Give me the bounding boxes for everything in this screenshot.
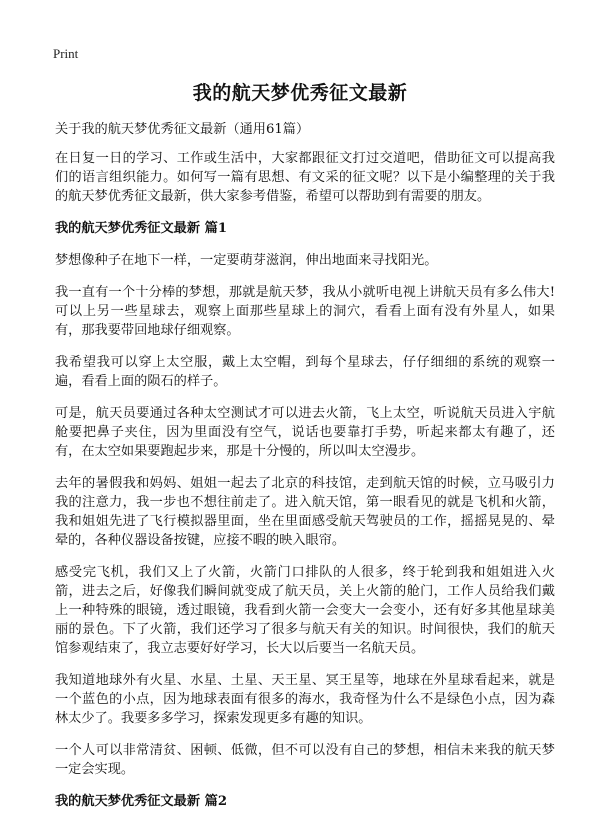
section-heading-1: 我的航天梦优秀征文最新 篇1 xyxy=(55,221,228,236)
paragraph: 一个人可以非常清贫、困顿、低微，但不可以没有自己的梦想，相信未来我的航天梦一定会实现。 xyxy=(55,743,555,777)
paragraph: 梦想像种子在地下一样，一定要萌芽滋润，伸出地面来寻找阳光。 xyxy=(55,253,438,268)
article-body xyxy=(55,120,555,824)
paragraph: 感受完飞机，我们又上了火箭，火箭门口排队的人很多，终于轮到我和姐姐进入火箭，进去之后，好像我们瞬间就变成了航天员，关上火箭的舱门，工作人员给我们戴上一种特殊的眼镜，透过眼镜，我看到火箭一会变大一会变小，还有好多其他星球美丽的景色。下了火箭，我们还学习了很多与航天有关的知识。时间很快，我们的航天馆参观结束了，我立志要好好学习，长大以后要当一名航天员。 xyxy=(55,565,555,656)
intro-paragraph: 在日复一日的学习、工作或生活中，大家都跟征文打过交道吧，借助征文可以提高我们的语言组织能力。如何写一篇有思想、有文采的征文呢？以下是小编整理的关于我的航天梦优秀征文最新，供大家参考借鉴，希望可以帮助到有需要的朋友。 xyxy=(55,151,555,204)
paragraph: 我知道地球外有火星、水星、土星、天王星、冥王星等，地球在外星球看起来，就是一个蓝色的小点，因为地球表面有很多的海水，我奇怪为什么不是绿色小点，因为森林太少了。我要多多学习，探索发现更多有趣的知识。 xyxy=(55,673,555,726)
paragraph: 可是，航天员要通过各种太空测试才可以进去火箭，飞上太空，听说航天员进入宇航舱要把鼻子夹住，因为里面没有空气，说话也要靠打手势，听起来都太有趣了，还有，在太空如果要跑起步来，那是十分慢的，所以叫太空漫步。 xyxy=(55,406,555,459)
paragraph: 我一直有一个十分棒的梦想，那就是航天梦，我从小就听电视上讲航天员有多么伟大!可以上另一些星球去，观察上面那些星球上的洞穴，看看上面有没有外星人，如果有，那我要带回地球仔细观察。 xyxy=(55,285,555,338)
paragraph: 我希望我可以穿上太空服，戴上太空帽，到每个星球去，仔仔细细的系统的观察一遍，看看上面的陨石的样子。 xyxy=(55,355,555,389)
paragraph: 去年的暑假我和妈妈、姐姐一起去了北京的科技馆，走到航天馆的时候，立马吸引力我的注意力，我一步也不想往前走了。进入航天馆，第一眼看见的就是飞机和火箭，我和姐姐先进了飞行模拟器里面，坐在里面感受航天驾驶员的工作，摇摇晃晃的、晕晕的，各种仪器设备按键，应接不暇的映入眼帘。 xyxy=(55,476,555,548)
section-heading-2: 我的航天梦优秀征文最新 篇2 xyxy=(55,794,228,809)
page-title: 我的航天梦优秀征文最新 xyxy=(192,82,408,104)
article-subtitle: 关于我的航天梦优秀征文最新（通用61篇） xyxy=(55,122,310,137)
print-link[interactable]: Print xyxy=(53,46,79,61)
